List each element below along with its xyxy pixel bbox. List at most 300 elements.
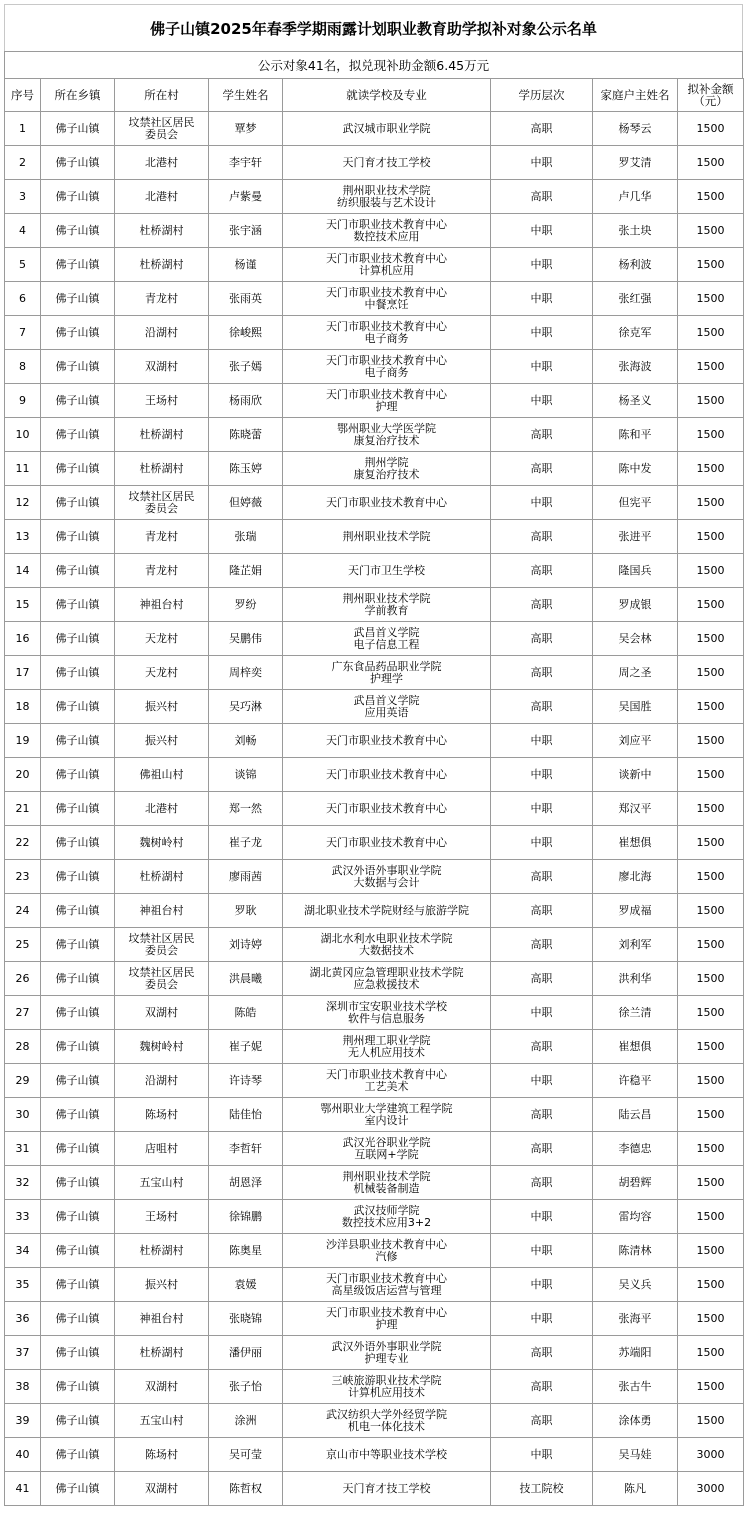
- cell-town: 佛子山镇: [41, 1472, 115, 1506]
- cell-school-major: 武汉外语外事职业学院 护理专业: [283, 1336, 491, 1370]
- cell-town: 佛子山镇: [41, 962, 115, 996]
- table-row: [5, 588, 744, 622]
- table-row: [5, 384, 744, 418]
- cell-school-major: 武昌首义学院 电子信息工程: [283, 622, 491, 656]
- cell-student-name: 陆佳怡: [209, 1098, 283, 1132]
- cell-householder: 张土块: [593, 214, 678, 248]
- table-row: [5, 860, 744, 894]
- cell-education-level: 高职: [491, 452, 593, 486]
- cell-school-major: 荆州职业技术学院 纺织服装与艺术设计: [283, 180, 491, 214]
- cell-amount: 1500: [678, 214, 744, 248]
- cell-householder: 隆国兵: [593, 554, 678, 588]
- cell-town: 佛子山镇: [41, 1030, 115, 1064]
- cell-education-level: 中职: [491, 1268, 593, 1302]
- header-town: 所在乡镇: [41, 79, 115, 112]
- cell-school-major: 湖北水利水电职业技术学院 大数据技术: [283, 928, 491, 962]
- cell-education-level: 中职: [491, 146, 593, 180]
- cell-village: 天龙村: [115, 656, 209, 690]
- cell-index: 36: [5, 1302, 41, 1336]
- cell-amount: 1500: [678, 554, 744, 588]
- cell-householder: 陈中发: [593, 452, 678, 486]
- cell-householder: 但宪平: [593, 486, 678, 520]
- cell-town: 佛子山镇: [41, 860, 115, 894]
- cell-school-major: 武昌首义学院 应用英语: [283, 690, 491, 724]
- header-school-major: 就读学校及专业: [283, 79, 491, 112]
- cell-village: 杜桥湖村: [115, 1336, 209, 1370]
- cell-school-major: 沙洋县职业技术教育中心 汽修: [283, 1234, 491, 1268]
- cell-education-level: 中职: [491, 384, 593, 418]
- cell-amount: 1500: [678, 894, 744, 928]
- cell-village: 沿湖村: [115, 1064, 209, 1098]
- cell-householder: 罗成福: [593, 894, 678, 928]
- cell-student-name: 陈玉婷: [209, 452, 283, 486]
- cell-amount: 1500: [678, 146, 744, 180]
- cell-student-name: 廖雨茜: [209, 860, 283, 894]
- cell-amount: 1500: [678, 350, 744, 384]
- cell-householder: 苏端阳: [593, 1336, 678, 1370]
- cell-index: 40: [5, 1438, 41, 1472]
- cell-amount: 1500: [678, 282, 744, 316]
- cell-school-major: 天门市职业技术教育中心: [283, 724, 491, 758]
- cell-index: 14: [5, 554, 41, 588]
- cell-index: 5: [5, 248, 41, 282]
- cell-index: 26: [5, 962, 41, 996]
- table-row: [5, 1370, 744, 1404]
- cell-householder: 杨琴云: [593, 112, 678, 146]
- cell-householder: 徐克军: [593, 316, 678, 350]
- cell-town: 佛子山镇: [41, 1234, 115, 1268]
- header-index: 序号: [5, 79, 41, 112]
- cell-town: 佛子山镇: [41, 180, 115, 214]
- cell-school-major: 天门市职业技术教育中心 数控技术应用: [283, 214, 491, 248]
- cell-amount: 3000: [678, 1438, 744, 1472]
- cell-school-major: 天门市职业技术教育中心 护理: [283, 1302, 491, 1336]
- cell-town: 佛子山镇: [41, 486, 115, 520]
- table-row: [5, 554, 744, 588]
- cell-amount: 1500: [678, 1132, 744, 1166]
- cell-amount: 1500: [678, 996, 744, 1030]
- cell-student-name: 崔子妮: [209, 1030, 283, 1064]
- cell-student-name: 吴可莹: [209, 1438, 283, 1472]
- cell-amount: 1500: [678, 1302, 744, 1336]
- cell-student-name: 刘诗婷: [209, 928, 283, 962]
- cell-index: 3: [5, 180, 41, 214]
- cell-education-level: 高职: [491, 588, 593, 622]
- cell-education-level: 高职: [491, 1336, 593, 1370]
- cell-student-name: 罗耿: [209, 894, 283, 928]
- cell-student-name: 吴鹏伟: [209, 622, 283, 656]
- cell-student-name: 周梓奕: [209, 656, 283, 690]
- table-row: [5, 996, 744, 1030]
- cell-index: 8: [5, 350, 41, 384]
- table-row: [5, 1234, 744, 1268]
- cell-householder: 崔想俱: [593, 1030, 678, 1064]
- cell-householder: 涂体勇: [593, 1404, 678, 1438]
- table-row: [5, 214, 744, 248]
- cell-education-level: 高职: [491, 554, 593, 588]
- cell-village: 双湖村: [115, 350, 209, 384]
- cell-householder: 郑汉平: [593, 792, 678, 826]
- table-row: [5, 452, 744, 486]
- cell-amount: 1500: [678, 860, 744, 894]
- cell-student-name: 李哲轩: [209, 1132, 283, 1166]
- cell-school-major: 荆州职业技术学院 机械装备制造: [283, 1166, 491, 1200]
- cell-village: 坟禁社区居民 委员会: [115, 486, 209, 520]
- cell-education-level: 高职: [491, 928, 593, 962]
- cell-amount: 1500: [678, 248, 744, 282]
- cell-householder: 陈凡: [593, 1472, 678, 1506]
- cell-householder: 周之圣: [593, 656, 678, 690]
- cell-index: 21: [5, 792, 41, 826]
- cell-student-name: 张宇涵: [209, 214, 283, 248]
- cell-householder: 卢几华: [593, 180, 678, 214]
- cell-student-name: 杨雨欣: [209, 384, 283, 418]
- cell-index: 29: [5, 1064, 41, 1098]
- cell-student-name: 张子怡: [209, 1370, 283, 1404]
- cell-village: 北港村: [115, 146, 209, 180]
- cell-householder: 廖北海: [593, 860, 678, 894]
- cell-school-major: 天门市职业技术教育中心 计算机应用: [283, 248, 491, 282]
- cell-student-name: 涂洲: [209, 1404, 283, 1438]
- cell-amount: 1500: [678, 384, 744, 418]
- cell-school-major: 京山市中等职业技术学校: [283, 1438, 491, 1472]
- cell-index: 10: [5, 418, 41, 452]
- cell-student-name: 张瑞: [209, 520, 283, 554]
- cell-amount: 1500: [678, 1098, 744, 1132]
- cell-index: 22: [5, 826, 41, 860]
- cell-town: 佛子山镇: [41, 588, 115, 622]
- cell-education-level: 高职: [491, 656, 593, 690]
- cell-school-major: 武汉外语外事职业学院 大数据与会计: [283, 860, 491, 894]
- cell-school-major: 湖北职业技术学院财经与旅游学院: [283, 894, 491, 928]
- cell-student-name: 胡恩泽: [209, 1166, 283, 1200]
- table-row: [5, 622, 744, 656]
- cell-education-level: 中职: [491, 1302, 593, 1336]
- cell-school-major: 荆州理工职业学院 无人机应用技术: [283, 1030, 491, 1064]
- cell-amount: 1500: [678, 928, 744, 962]
- cell-student-name: 覃梦: [209, 112, 283, 146]
- cell-education-level: 中职: [491, 1438, 593, 1472]
- cell-town: 佛子山镇: [41, 520, 115, 554]
- cell-index: 4: [5, 214, 41, 248]
- cell-householder: 许稳平: [593, 1064, 678, 1098]
- cell-amount: 1500: [678, 1370, 744, 1404]
- cell-index: 19: [5, 724, 41, 758]
- cell-index: 31: [5, 1132, 41, 1166]
- cell-village: 天龙村: [115, 622, 209, 656]
- cell-student-name: 但婷薇: [209, 486, 283, 520]
- cell-town: 佛子山镇: [41, 350, 115, 384]
- cell-amount: 1500: [678, 1234, 744, 1268]
- beneficiary-table: [4, 78, 744, 1506]
- cell-village: 双湖村: [115, 1370, 209, 1404]
- cell-school-major: 天门育才技工学校: [283, 1472, 491, 1506]
- cell-village: 五宝山村: [115, 1404, 209, 1438]
- cell-index: 37: [5, 1336, 41, 1370]
- cell-school-major: 武汉城市职业学院: [283, 112, 491, 146]
- cell-householder: 陈和平: [593, 418, 678, 452]
- cell-student-name: 袁媛: [209, 1268, 283, 1302]
- cell-amount: 1500: [678, 758, 744, 792]
- cell-student-name: 李宇轩: [209, 146, 283, 180]
- cell-town: 佛子山镇: [41, 1336, 115, 1370]
- cell-town: 佛子山镇: [41, 146, 115, 180]
- cell-town: 佛子山镇: [41, 418, 115, 452]
- cell-town: 佛子山镇: [41, 996, 115, 1030]
- cell-education-level: 中职: [491, 792, 593, 826]
- cell-amount: 1500: [678, 1166, 744, 1200]
- table-row: [5, 486, 744, 520]
- cell-index: 11: [5, 452, 41, 486]
- cell-student-name: 杨谨: [209, 248, 283, 282]
- cell-school-major: 天门市职业技术教育中心: [283, 826, 491, 860]
- cell-amount: 1500: [678, 520, 744, 554]
- cell-amount: 1500: [678, 962, 744, 996]
- table-row: [5, 520, 744, 554]
- cell-town: 佛子山镇: [41, 758, 115, 792]
- cell-index: 12: [5, 486, 41, 520]
- table-row: [5, 112, 744, 146]
- table-row: [5, 792, 744, 826]
- cell-village: 杜桥湖村: [115, 1234, 209, 1268]
- cell-index: 34: [5, 1234, 41, 1268]
- cell-householder: 张红强: [593, 282, 678, 316]
- cell-education-level: 技工院校: [491, 1472, 593, 1506]
- cell-education-level: 中职: [491, 248, 593, 282]
- cell-amount: 1500: [678, 452, 744, 486]
- table-row: [5, 690, 744, 724]
- table-row: [5, 1200, 744, 1234]
- cell-student-name: 张雨英: [209, 282, 283, 316]
- table-row: [5, 1064, 744, 1098]
- cell-school-major: 武汉纺织大学外经贸学院 机电一体化技术: [283, 1404, 491, 1438]
- cell-town: 佛子山镇: [41, 1064, 115, 1098]
- cell-village: 神祖台村: [115, 588, 209, 622]
- cell-village: 青龙村: [115, 520, 209, 554]
- cell-amount: 1500: [678, 826, 744, 860]
- cell-village: 佛祖山村: [115, 758, 209, 792]
- cell-householder: 陆云昌: [593, 1098, 678, 1132]
- cell-education-level: 中职: [491, 1234, 593, 1268]
- cell-amount: 1500: [678, 1200, 744, 1234]
- cell-amount: 1500: [678, 112, 744, 146]
- cell-index: 28: [5, 1030, 41, 1064]
- cell-town: 佛子山镇: [41, 384, 115, 418]
- cell-village: 杜桥湖村: [115, 452, 209, 486]
- cell-education-level: 高职: [491, 962, 593, 996]
- cell-householder: 洪利华: [593, 962, 678, 996]
- cell-householder: 罗艾清: [593, 146, 678, 180]
- cell-index: 17: [5, 656, 41, 690]
- cell-student-name: 许诗琴: [209, 1064, 283, 1098]
- header-row: [5, 79, 744, 112]
- cell-amount: 1500: [678, 1268, 744, 1302]
- cell-school-major: 天门市职业技术教育中心: [283, 486, 491, 520]
- table-row: [5, 894, 744, 928]
- cell-town: 佛子山镇: [41, 112, 115, 146]
- cell-education-level: 高职: [491, 520, 593, 554]
- cell-town: 佛子山镇: [41, 1166, 115, 1200]
- cell-town: 佛子山镇: [41, 656, 115, 690]
- cell-amount: 1500: [678, 486, 744, 520]
- cell-householder: 谈新中: [593, 758, 678, 792]
- header-student-name: 学生姓名: [209, 79, 283, 112]
- cell-householder: 张进平: [593, 520, 678, 554]
- cell-student-name: 张晓锦: [209, 1302, 283, 1336]
- cell-index: 7: [5, 316, 41, 350]
- table-row: [5, 962, 744, 996]
- cell-education-level: 中职: [491, 1200, 593, 1234]
- cell-village: 杜桥湖村: [115, 248, 209, 282]
- cell-village: 魏树岭村: [115, 826, 209, 860]
- cell-village: 王场村: [115, 384, 209, 418]
- cell-student-name: 潘伊丽: [209, 1336, 283, 1370]
- cell-school-major: 天门市职业技术教育中心: [283, 792, 491, 826]
- cell-school-major: 鄂州职业大学医学院 康复治疗技术: [283, 418, 491, 452]
- cell-education-level: 高职: [491, 690, 593, 724]
- cell-education-level: 高职: [491, 1030, 593, 1064]
- cell-town: 佛子山镇: [41, 826, 115, 860]
- cell-education-level: 高职: [491, 180, 593, 214]
- cell-education-level: 高职: [491, 1166, 593, 1200]
- cell-student-name: 刘畅: [209, 724, 283, 758]
- cell-education-level: 中职: [491, 282, 593, 316]
- cell-householder: 崔想俱: [593, 826, 678, 860]
- cell-index: 27: [5, 996, 41, 1030]
- cell-householder: 罗成银: [593, 588, 678, 622]
- cell-householder: 张古牛: [593, 1370, 678, 1404]
- cell-village: 振兴村: [115, 1268, 209, 1302]
- cell-amount: 1500: [678, 690, 744, 724]
- cell-village: 双湖村: [115, 996, 209, 1030]
- cell-index: 35: [5, 1268, 41, 1302]
- cell-householder: 张海平: [593, 1302, 678, 1336]
- table-row: [5, 282, 744, 316]
- spreadsheet: [4, 4, 743, 1506]
- cell-education-level: 高职: [491, 894, 593, 928]
- cell-index: 32: [5, 1166, 41, 1200]
- cell-village: 陈场村: [115, 1438, 209, 1472]
- cell-index: 1: [5, 112, 41, 146]
- cell-householder: 吴义兵: [593, 1268, 678, 1302]
- table-row: [5, 656, 744, 690]
- cell-village: 青龙村: [115, 554, 209, 588]
- header-village: 所在村: [115, 79, 209, 112]
- cell-school-major: 荆州学院 康复治疗技术: [283, 452, 491, 486]
- table-row: [5, 180, 744, 214]
- cell-school-major: 天门市职业技术教育中心 电子商务: [283, 350, 491, 384]
- cell-index: 30: [5, 1098, 41, 1132]
- cell-school-major: 天门市卫生学校: [283, 554, 491, 588]
- cell-education-level: 中职: [491, 486, 593, 520]
- cell-amount: 1500: [678, 1404, 744, 1438]
- cell-village: 北港村: [115, 180, 209, 214]
- cell-index: 6: [5, 282, 41, 316]
- cell-school-major: 三峡旅游职业技术学院 计算机应用技术: [283, 1370, 491, 1404]
- cell-village: 店咀村: [115, 1132, 209, 1166]
- table-row: [5, 1132, 744, 1166]
- cell-student-name: 陈皓: [209, 996, 283, 1030]
- table-row: [5, 248, 744, 282]
- cell-householder: 吴国胜: [593, 690, 678, 724]
- cell-student-name: 陈奥星: [209, 1234, 283, 1268]
- table-row: [5, 1268, 744, 1302]
- cell-education-level: 高职: [491, 112, 593, 146]
- cell-school-major: 荆州职业技术学院 学前教育: [283, 588, 491, 622]
- cell-education-level: 高职: [491, 1404, 593, 1438]
- cell-education-level: 中职: [491, 758, 593, 792]
- cell-education-level: 高职: [491, 1370, 593, 1404]
- cell-school-major: 湖北黄冈应急管理职业技术学院 应急救援技术: [283, 962, 491, 996]
- cell-index: 23: [5, 860, 41, 894]
- cell-town: 佛子山镇: [41, 894, 115, 928]
- cell-town: 佛子山镇: [41, 282, 115, 316]
- cell-index: 38: [5, 1370, 41, 1404]
- cell-householder: 李德忠: [593, 1132, 678, 1166]
- document-title: 佛子山镇2025年春季学期雨露计划职业教育助学拟补对象公示名单: [4, 4, 743, 51]
- cell-town: 佛子山镇: [41, 1370, 115, 1404]
- table-row: [5, 1438, 744, 1472]
- cell-village: 坟禁社区居民 委员会: [115, 112, 209, 146]
- cell-householder: 张海波: [593, 350, 678, 384]
- cell-education-level: 高职: [491, 1132, 593, 1166]
- cell-index: 13: [5, 520, 41, 554]
- cell-school-major: 天门市职业技术教育中心 中餐烹饪: [283, 282, 491, 316]
- cell-village: 陈场村: [115, 1098, 209, 1132]
- cell-index: 15: [5, 588, 41, 622]
- cell-student-name: 陈晓蕾: [209, 418, 283, 452]
- cell-village: 五宝山村: [115, 1166, 209, 1200]
- cell-householder: 刘利军: [593, 928, 678, 962]
- cell-school-major: 天门市职业技术教育中心 电子商务: [283, 316, 491, 350]
- cell-village: 沿湖村: [115, 316, 209, 350]
- cell-education-level: 中职: [491, 1064, 593, 1098]
- cell-student-name: 谈锦: [209, 758, 283, 792]
- table-row: [5, 316, 744, 350]
- cell-householder: 吴会林: [593, 622, 678, 656]
- cell-town: 佛子山镇: [41, 690, 115, 724]
- cell-town: 佛子山镇: [41, 452, 115, 486]
- cell-index: 33: [5, 1200, 41, 1234]
- table-row: [5, 826, 744, 860]
- cell-village: 神祖台村: [115, 1302, 209, 1336]
- cell-town: 佛子山镇: [41, 1302, 115, 1336]
- cell-amount: 1500: [678, 724, 744, 758]
- cell-student-name: 隆芷娟: [209, 554, 283, 588]
- cell-village: 双湖村: [115, 1472, 209, 1506]
- table-row: [5, 1472, 744, 1506]
- table-row: [5, 1404, 744, 1438]
- cell-student-name: 吴巧淋: [209, 690, 283, 724]
- cell-amount: 1500: [678, 792, 744, 826]
- cell-householder: 徐兰清: [593, 996, 678, 1030]
- table-row: [5, 1098, 744, 1132]
- cell-school-major: 天门市职业技术教育中心 高星级饭店运营与管理: [283, 1268, 491, 1302]
- cell-index: 2: [5, 146, 41, 180]
- cell-student-name: 徐峻熙: [209, 316, 283, 350]
- cell-town: 佛子山镇: [41, 1404, 115, 1438]
- cell-school-major: 武汉技师学院 数控技术应用3+2: [283, 1200, 491, 1234]
- cell-town: 佛子山镇: [41, 1268, 115, 1302]
- cell-village: 青龙村: [115, 282, 209, 316]
- cell-school-major: 武汉光谷职业学院 互联网+学院: [283, 1132, 491, 1166]
- table-row: [5, 724, 744, 758]
- cell-amount: 1500: [678, 1030, 744, 1064]
- cell-householder: 杨圣义: [593, 384, 678, 418]
- cell-amount: 1500: [678, 588, 744, 622]
- cell-education-level: 高职: [491, 418, 593, 452]
- table-row: [5, 418, 744, 452]
